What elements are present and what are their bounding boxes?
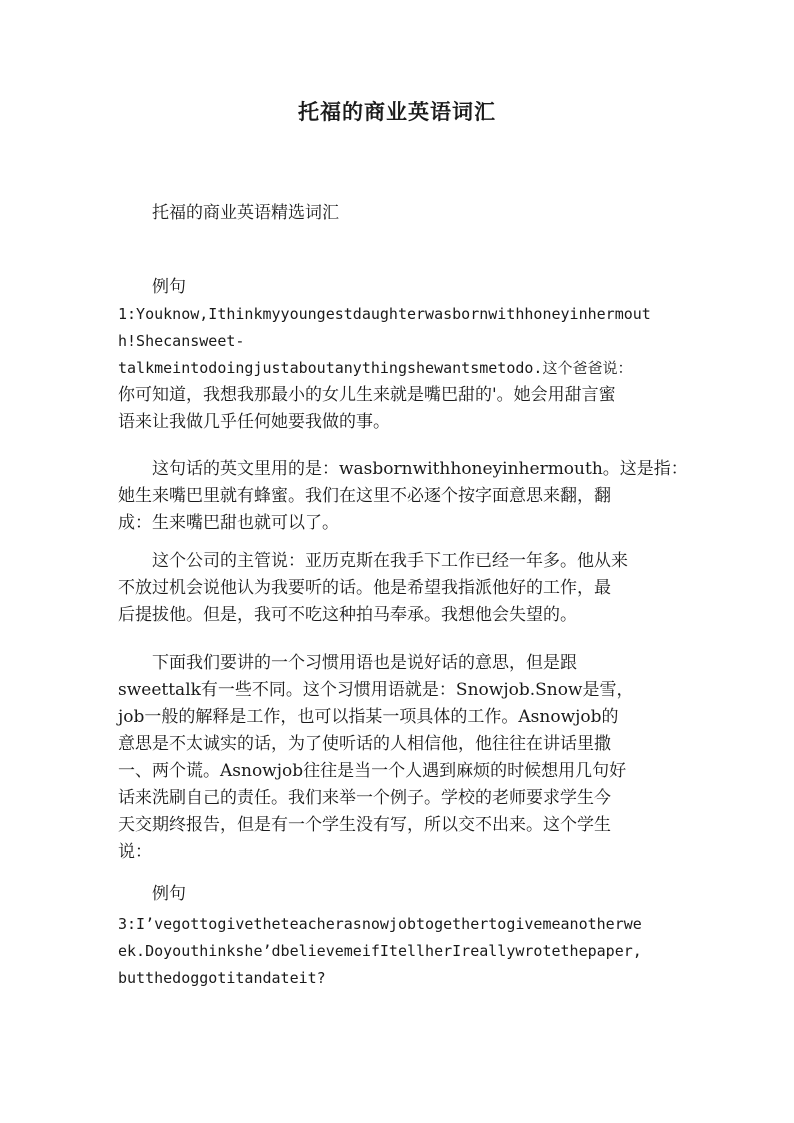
text-line: sweettalk有一些不同。这个习惯用语就是：Snowjob.Snow是雪， — [118, 680, 634, 700]
text-line: 一、两个谎。Asnowjob往往是当一个人遇到麻烦的时候想用几句好 — [118, 761, 627, 781]
text-line: 她生来嘴巴里就有蜂蜜。我们在这里不必逐个按字面意思来翻，翻 — [118, 486, 611, 506]
text-line: butthedoggotitandateit? — [118, 969, 326, 987]
text-line: 这句话的英文里用的是：wasbornwithhoneyinhermouth。这是指： — [152, 459, 688, 479]
text-line: 说： — [118, 842, 152, 862]
text-line: 下面我们要讲的一个习惯用语也是说好话的意思，但是跟 — [152, 653, 577, 673]
text-line: talkmeintodoingjustaboutanythingshewantsmetodo.这个爸爸说： — [118, 359, 633, 377]
text-line: 1:Youknow,Ithinkmyyoungestdaughterwasbornwithhoneyinhermout — [118, 305, 651, 323]
text-line: 不放过机会说他认为我要听的话。他是希望我指派他好的工作，最 — [118, 578, 611, 598]
text-line: 这个公司的主管说：亚历克斯在我手下工作已经一年多。他从来 — [152, 551, 628, 571]
text-line: 后提拔他。但是，我可不吃这种拍马奉承。我想他会失望的。 — [118, 605, 577, 625]
example-3-label: 例句 — [152, 884, 186, 904]
text-line: ek.Doyouthinkshe’dbelievemeifItellherIreallywrotethepaper, — [118, 942, 642, 960]
text-line: h!Shecansweet- — [118, 332, 245, 350]
paragraph-2 — [118, 548, 678, 629]
text-line: 语来让我做几乎任何她要我做的事。 — [118, 412, 390, 432]
document-subtitle: 托福的商业英语精选词汇 — [152, 203, 339, 223]
document-title: 托福的商业英语词汇 — [298, 99, 496, 124]
example-1-label: 例句 — [152, 277, 186, 297]
text-line: 天交期终报告，但是有一个学生没有写，所以交不出来。这个学生 — [118, 815, 611, 835]
text-line: 成：生来嘴巴甜也就可以了。 — [118, 513, 339, 533]
example-3-text — [118, 911, 678, 992]
text-line: 3:I’vegottogivetheteacherasnowjobtogethertogivemeanotherwe — [118, 915, 642, 933]
text-line: job一般的解释是工作，也可以指某一项具体的工作。Asnowjob的 — [118, 707, 619, 727]
paragraph-3 — [118, 650, 678, 866]
paragraph-1 — [118, 456, 688, 537]
example-1-text — [118, 301, 678, 436]
text-line: 你可知道，我想我那最小的女儿生来就是嘴巴甜的'。她会用甜言蜜 — [118, 385, 616, 405]
text-line: 话来洗刷自己的责任。我们来举一个例子。学校的老师要求学生今 — [118, 788, 611, 808]
text-line: 意思是不太诚实的话，为了使听话的人相信他，他往往在讲话里撒 — [118, 734, 611, 754]
